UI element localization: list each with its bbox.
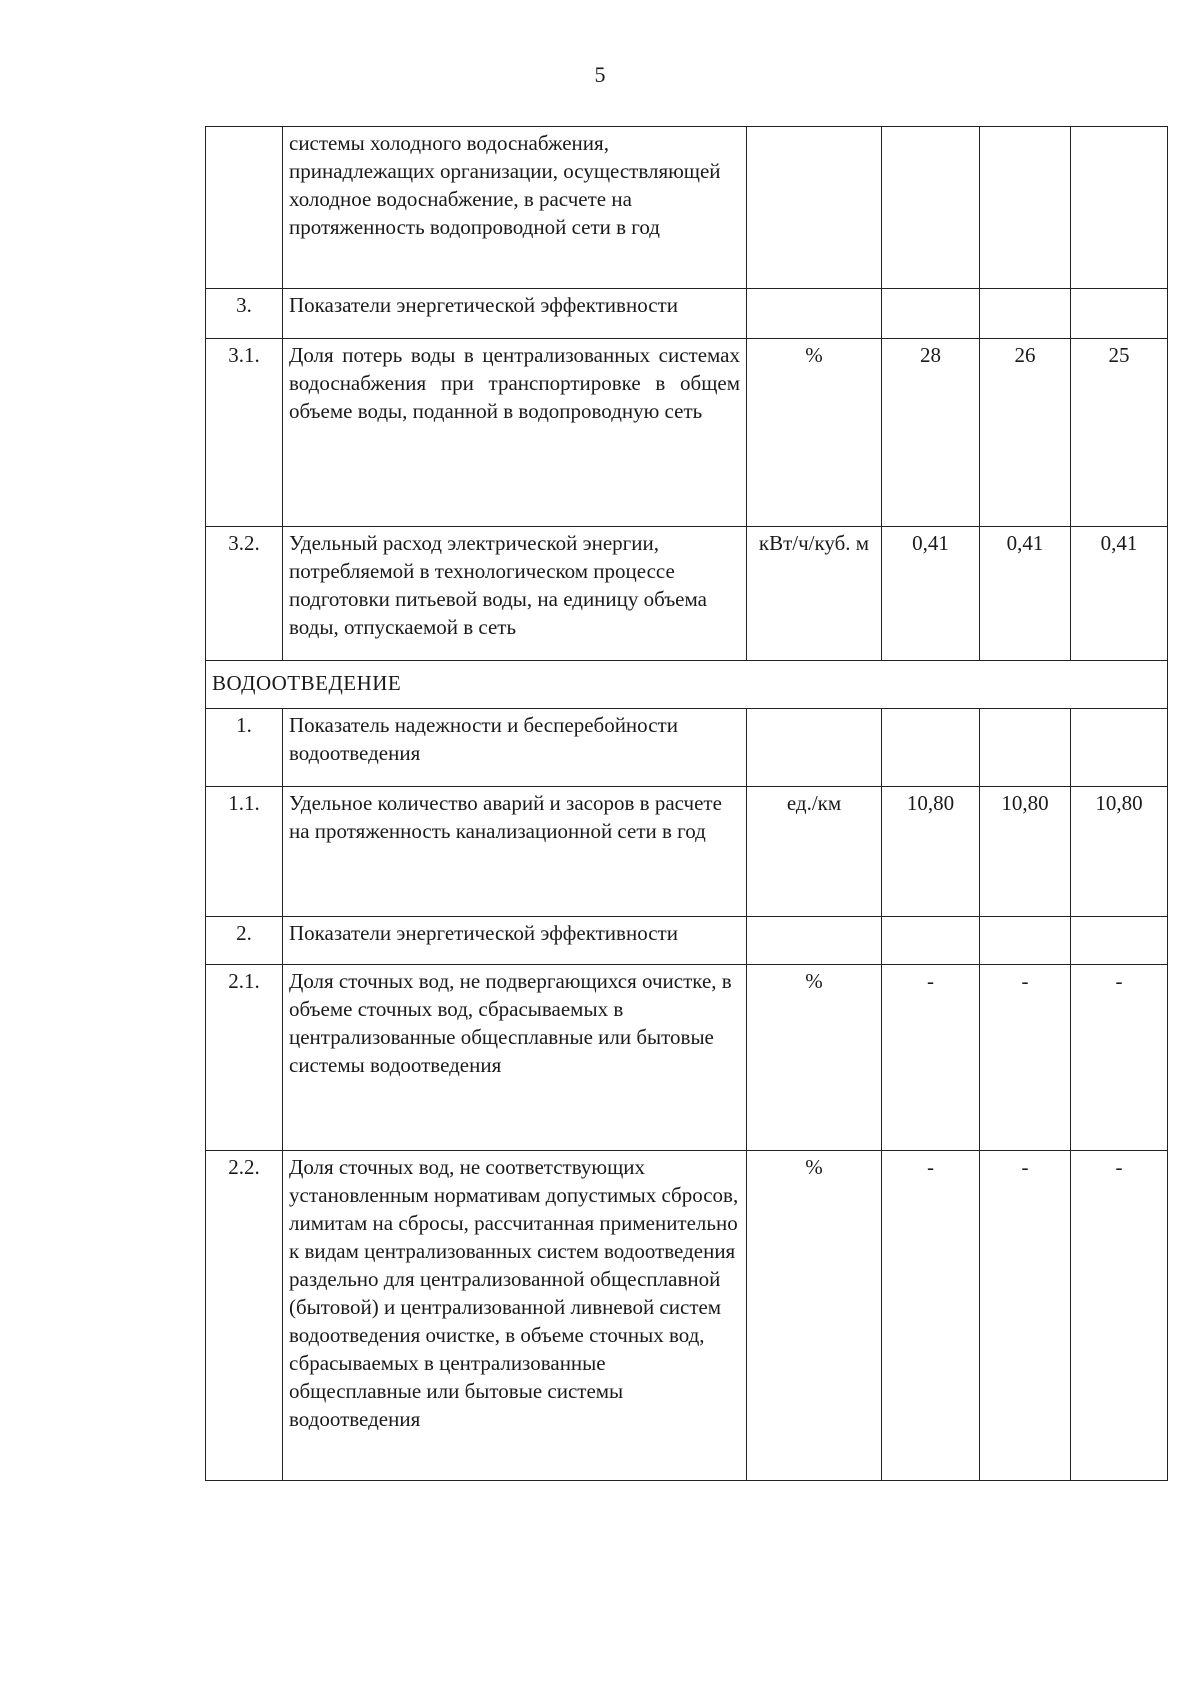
table-row bbox=[206, 527, 1168, 661]
row-value-3: - bbox=[1071, 965, 1168, 1151]
row-value-1: 28 bbox=[882, 339, 980, 527]
row-value-1 bbox=[882, 917, 980, 965]
table-row bbox=[206, 709, 1168, 787]
row-value-2: - bbox=[980, 1151, 1071, 1481]
row-number: 2.1. bbox=[206, 965, 283, 1151]
row-value-3 bbox=[1071, 289, 1168, 339]
row-unit: ед./км bbox=[747, 787, 882, 917]
row-number: 3.2. bbox=[206, 527, 283, 661]
row-value-1 bbox=[882, 289, 980, 339]
row-number: 2.2. bbox=[206, 1151, 283, 1481]
row-number: 1.1. bbox=[206, 787, 283, 917]
row-number: 1. bbox=[206, 709, 283, 787]
row-description: Доля сточных вод, не соответствующих установленным нормативам допустимых сбросов, лимитам на сбросы, рассчитанная применительно к видам централизованных систем водоотведения раздельно для централизованной общесплавной (бытовой) и централизованной ливневой систем водоотведения очистке, в объеме сточных вод, сбрасываемых в централизованные общесплавные или бытовые системы водоотведения bbox=[283, 1151, 747, 1481]
row-value-2 bbox=[980, 917, 1071, 965]
section-title: ВОДООТВЕДЕНИЕ bbox=[206, 661, 1168, 709]
indicators-table bbox=[205, 126, 1168, 1481]
row-value-1: - bbox=[882, 1151, 980, 1481]
row-description: Доля потерь воды в централизованных системах водоснабжения при транспортировке в общем объеме воды, поданной в водопроводную сеть bbox=[283, 339, 747, 527]
row-unit bbox=[747, 289, 882, 339]
row-unit: кВт/ч/куб. м bbox=[747, 527, 882, 661]
row-value-1: 0,41 bbox=[882, 527, 980, 661]
row-value-1 bbox=[882, 709, 980, 787]
row-value-1: - bbox=[882, 965, 980, 1151]
table-row bbox=[206, 1151, 1168, 1481]
table-row bbox=[206, 339, 1168, 527]
table-row bbox=[206, 289, 1168, 339]
row-description: Показатели энергетической эффективности bbox=[283, 289, 747, 339]
row-number: 3. bbox=[206, 289, 283, 339]
row-number bbox=[206, 127, 283, 289]
table-row bbox=[206, 965, 1168, 1151]
row-unit bbox=[747, 127, 882, 289]
row-value-3 bbox=[1071, 127, 1168, 289]
row-description: Удельное количество аварий и засоров в расчете на протяженность канализационной сети в год bbox=[283, 787, 747, 917]
row-unit: % bbox=[747, 1151, 882, 1481]
row-number: 2. bbox=[206, 917, 283, 965]
row-number: 3.1. bbox=[206, 339, 283, 527]
row-value-2 bbox=[980, 289, 1071, 339]
row-value-2: 26 bbox=[980, 339, 1071, 527]
table-row bbox=[206, 917, 1168, 965]
row-value-1: 10,80 bbox=[882, 787, 980, 917]
row-value-2 bbox=[980, 709, 1071, 787]
row-value-2: 10,80 bbox=[980, 787, 1071, 917]
row-value-2: 0,41 bbox=[980, 527, 1071, 661]
row-value-3: 10,80 bbox=[1071, 787, 1168, 917]
table-row bbox=[206, 787, 1168, 917]
section-row bbox=[206, 661, 1168, 709]
row-description: Удельный расход электрической энергии, потребляемой в технологическом процессе подготовки питьевой воды, на единицу объема воды, отпускаемой в сеть bbox=[283, 527, 747, 661]
row-value-1 bbox=[882, 127, 980, 289]
row-unit bbox=[747, 917, 882, 965]
row-value-2: - bbox=[980, 965, 1071, 1151]
row-description: Показатели энергетической эффективности bbox=[283, 917, 747, 965]
row-description: системы холодного водоснабжения, принадлежащих организации, осуществляющей холодное водоснабжение, в расчете на протяженность водопроводной сети в год bbox=[283, 127, 747, 289]
row-value-3: - bbox=[1071, 1151, 1168, 1481]
row-value-3: 0,41 bbox=[1071, 527, 1168, 661]
row-value-3 bbox=[1071, 709, 1168, 787]
row-value-3: 25 bbox=[1071, 339, 1168, 527]
row-unit bbox=[747, 709, 882, 787]
row-unit: % bbox=[747, 965, 882, 1151]
row-unit: % bbox=[747, 339, 882, 527]
row-value-2 bbox=[980, 127, 1071, 289]
page-number: 5 bbox=[594, 62, 606, 87]
row-description: Показатель надежности и бесперебойности водоотведения bbox=[283, 709, 747, 787]
row-description: Доля сточных вод, не подвергающихся очистке, в объеме сточных вод, сбрасываемых в централизованные общесплавные или бытовые системы водоотведения bbox=[283, 965, 747, 1151]
table-row bbox=[206, 127, 1168, 289]
row-value-3 bbox=[1071, 917, 1168, 965]
